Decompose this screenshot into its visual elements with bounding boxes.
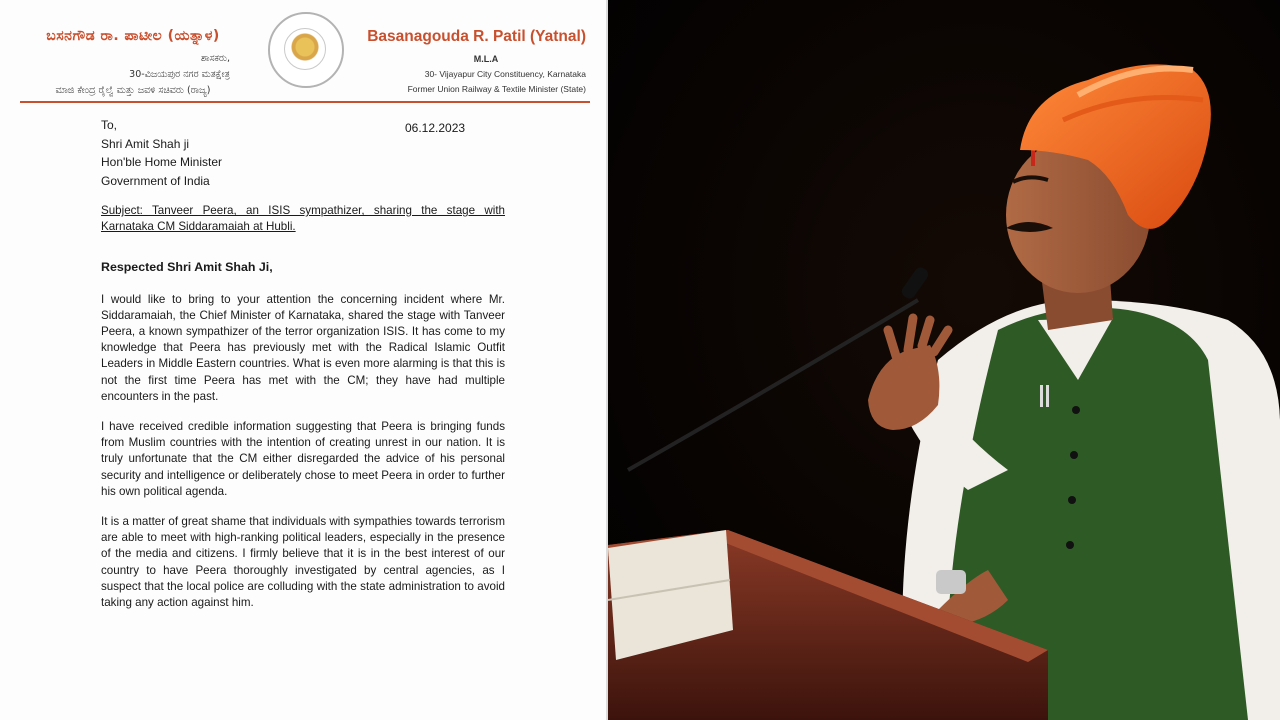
letterhead-english <box>346 28 586 94</box>
government-seal <box>268 12 344 88</box>
pen <box>1046 385 1049 407</box>
recipient-line: Hon'ble Home Minister <box>101 155 223 169</box>
letterhead-english-line: 30- Vijayapur City Constituency, Karnataka <box>424 69 586 79</box>
letter-paragraph: It is a matter of great shame that individuals with sympathies towards terrorism are able to meet with high-ranking political leaders, especially in the presence of the media and citizens. I firmly believe that it is in the best interest of our country to have Peera thoroughly investigated by central agencies, as I suspect that the local police are colluding with the state administration to avoid taking any action against him. <box>101 515 505 610</box>
letterhead-english-line: M.L.A <box>473 54 499 64</box>
tilak <box>1031 150 1035 166</box>
wristwatch <box>936 570 966 594</box>
recipient-line: Shri Amit Shah ji <box>101 136 190 151</box>
letter-document <box>0 0 608 720</box>
vest-button <box>1068 496 1076 504</box>
letter-date: 06.12.2023 <box>405 121 466 135</box>
letterhead-english-name: Basanagouda R. Patil (Yatnal) <box>367 28 586 45</box>
letterhead-divider <box>20 101 590 103</box>
recipient-line: To, <box>101 118 118 132</box>
vest-button <box>1072 406 1080 414</box>
speaker-illustration <box>608 0 1280 720</box>
vest-button <box>1066 541 1074 549</box>
letterhead-kannada-line: ಮಾಜಿ ಕೇಂದ್ರ ರೈಲ್ವೆ ಮತ್ತು ಜವಳಿ ಸಚಿವರು (ರಾಜ್ಯ) <box>55 85 211 96</box>
letterhead-kannada-line: 30-ವಿಜಯಪುರ ನಗರ ಮತಕ್ಷೇತ್ರ <box>129 69 230 80</box>
letterhead-kannada <box>18 28 248 96</box>
recipient-line: Government of India <box>101 173 210 188</box>
letterhead-kannada-name: ಬಸನಗೌಡ ರಾ. ಪಾಟೀಲ (ಯತ್ನಾಳ) <box>46 28 220 44</box>
vest-button <box>1070 451 1078 459</box>
letter-body <box>101 116 505 611</box>
recipient-block <box>101 116 505 190</box>
letter-salutation: Respected Shri Amit Shah Ji, <box>101 260 273 275</box>
letter-paragraph: I would like to bring to your attention the concerning incident where Mr. Siddaramaiah, the Chief Minister of Karnataka, shared the stage with Tanveer Peera, a known sympathizer of the terror organization ISIS. It has come to my knowledge that Peera has previously met with the Radical Islamic Outfit Leaders in Middle Eastern countries. What is even more alarming is that this is not the first time Peera has met with the CM; they have had multiple encounters in the past. <box>101 292 505 403</box>
letterhead-kannada-line: ಶಾಸಕರು, <box>201 53 230 64</box>
pen <box>1040 385 1043 407</box>
letterhead-english-line: Former Union Railway & Textile Minister (State) <box>407 84 586 94</box>
letter-paragraph: I have received credible information suggesting that Peera is bringing funds from Muslim countries with the intention of creating unrest in our nation. It is truly unfortunate that the CM either disregarded the advice of his personal security and intelligence or deliberately chose to meet Peera in order to further his own political agenda. <box>101 420 505 498</box>
speaker-photo <box>608 0 1280 720</box>
emblem-icon <box>284 28 326 70</box>
letter-subject: Subject: Tanveer Peera, an ISIS sympathizer, sharing the stage with Karnataka CM Siddaramaiah at Hubli. <box>101 204 505 234</box>
